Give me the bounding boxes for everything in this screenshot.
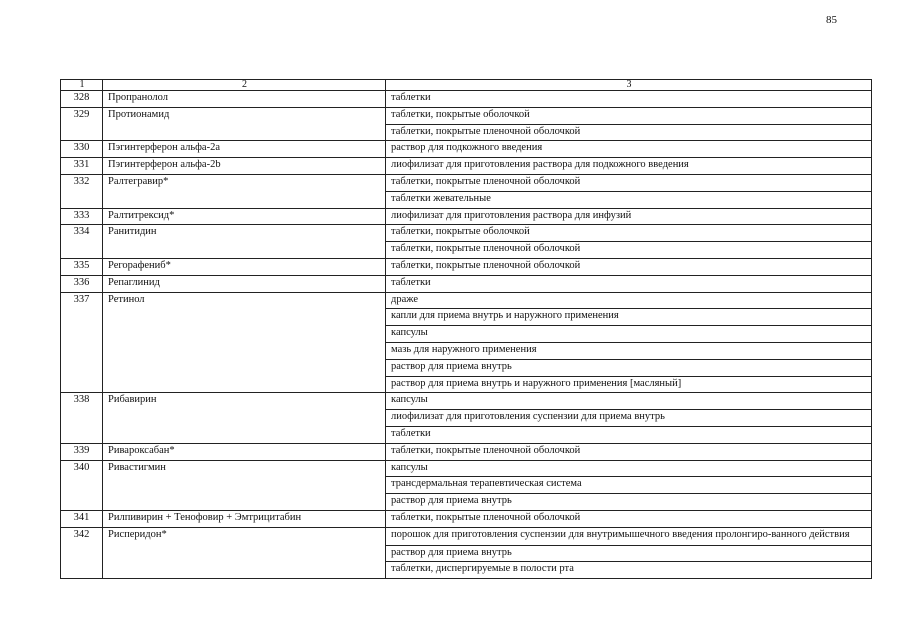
dosage-form-cell: лиофилизат для приготовления суспензии для приема внутрь (386, 410, 872, 427)
table-row (61, 141, 872, 158)
dosage-form-cell: таблетки, покрытые пленочной оболочкой (386, 124, 872, 141)
drug-name-cell: Рисперидон* (103, 527, 386, 578)
table-row (61, 225, 872, 242)
dosage-form-cell: таблетки, покрытые оболочкой (386, 225, 872, 242)
dosage-form-cell: таблетки (386, 91, 872, 108)
header-cell-form: 3 (386, 80, 872, 91)
table-row (61, 91, 872, 108)
table-row (61, 158, 872, 175)
dosage-form-cell: таблетки, покрытые пленочной оболочкой (386, 174, 872, 191)
dosage-form-cell: раствор для подкожного введения (386, 141, 872, 158)
dosage-form-cell: таблетки (386, 426, 872, 443)
dosage-form-cell: таблетки, покрытые пленочной оболочкой (386, 242, 872, 259)
row-number-cell: 334 (61, 225, 103, 259)
row-number-cell: 328 (61, 91, 103, 108)
row-number-cell: 338 (61, 393, 103, 443)
dosage-form-cell: раствор для приема внутрь и наружного применения [масляный] (386, 376, 872, 393)
dosage-form-cell: таблетки, покрытые пленочной оболочкой (386, 443, 872, 460)
table-row (61, 258, 872, 275)
row-number-cell: 342 (61, 527, 103, 578)
dosage-form-cell: раствор для приема внутрь (386, 359, 872, 376)
dosage-form-cell: капсулы (386, 393, 872, 410)
drug-name-cell: Ретинол (103, 292, 386, 393)
drug-name-cell: Пэгинтерферон альфа-2b (103, 158, 386, 175)
drug-table (60, 79, 872, 579)
header-cell-name: 2 (103, 80, 386, 91)
drug-name-cell: Ралтегравир* (103, 174, 386, 208)
row-number-cell: 330 (61, 141, 103, 158)
drug-name-cell: Пропранолол (103, 91, 386, 108)
table-row (61, 292, 872, 309)
row-number-cell: 329 (61, 107, 103, 141)
drug-name-cell: Протионамид (103, 107, 386, 141)
dosage-form-cell: трансдермальная терапевтическая система (386, 477, 872, 494)
drug-name-cell: Ривароксабан* (103, 443, 386, 460)
dosage-form-cell: таблетки, диспергируемые в полости рта (386, 562, 872, 579)
dosage-form-cell: мазь для наружного применения (386, 342, 872, 359)
table-row (61, 275, 872, 292)
drug-name-cell: Ралтитрексид* (103, 208, 386, 225)
dosage-form-cell: порошок для приготовления суспензии для внутримышечного введения пролонгиро-ванного действия (386, 527, 872, 545)
dosage-form-cell: раствор для приема внутрь (386, 494, 872, 511)
drug-name-cell: Пэгинтерферон альфа-2а (103, 141, 386, 158)
row-number-cell: 335 (61, 258, 103, 275)
table-row (61, 174, 872, 191)
drug-name-cell: Рилпивирин + Тенофовир + Эмтрицитабин (103, 510, 386, 527)
dosage-form-cell: капсулы (386, 326, 872, 343)
drug-name-cell: Ранитидин (103, 225, 386, 259)
table-row (61, 460, 872, 477)
row-number-cell: 331 (61, 158, 103, 175)
header-cell-number: 1 (61, 80, 103, 91)
page-number: 85 (826, 14, 837, 26)
dosage-form-cell: лиофилизат для приготовления раствора для подкожного введения (386, 158, 872, 175)
dosage-form-cell: таблетки, покрытые оболочкой (386, 107, 872, 124)
drug-name-cell: Ривастигмин (103, 460, 386, 510)
row-number-cell: 340 (61, 460, 103, 510)
drug-name-cell: Рибавирин (103, 393, 386, 443)
drug-name-cell: Репаглинид (103, 275, 386, 292)
row-number-cell: 337 (61, 292, 103, 393)
table-row (61, 527, 872, 545)
dosage-form-cell: капли для приема внутрь и наружного применения (386, 309, 872, 326)
dosage-form-cell: таблетки, покрытые пленочной оболочкой (386, 258, 872, 275)
dosage-form-cell: лиофилизат для приготовления раствора для инфузий (386, 208, 872, 225)
row-number-cell: 339 (61, 443, 103, 460)
table-row (61, 208, 872, 225)
dosage-form-cell: таблетки жевательные (386, 191, 872, 208)
table-row (61, 510, 872, 527)
row-number-cell: 332 (61, 174, 103, 208)
header-row (61, 80, 872, 91)
drug-name-cell: Регорафениб* (103, 258, 386, 275)
dosage-form-cell: таблетки (386, 275, 872, 292)
dosage-form-cell: таблетки, покрытые пленочной оболочкой (386, 510, 872, 527)
row-number-cell: 336 (61, 275, 103, 292)
table-row (61, 443, 872, 460)
row-number-cell: 341 (61, 510, 103, 527)
dosage-form-cell: раствор для приема внутрь (386, 545, 872, 562)
row-number-cell: 333 (61, 208, 103, 225)
table-row (61, 393, 872, 410)
dosage-form-cell: драже (386, 292, 872, 309)
dosage-form-cell: капсулы (386, 460, 872, 477)
table-body (61, 80, 872, 579)
table-row (61, 107, 872, 124)
